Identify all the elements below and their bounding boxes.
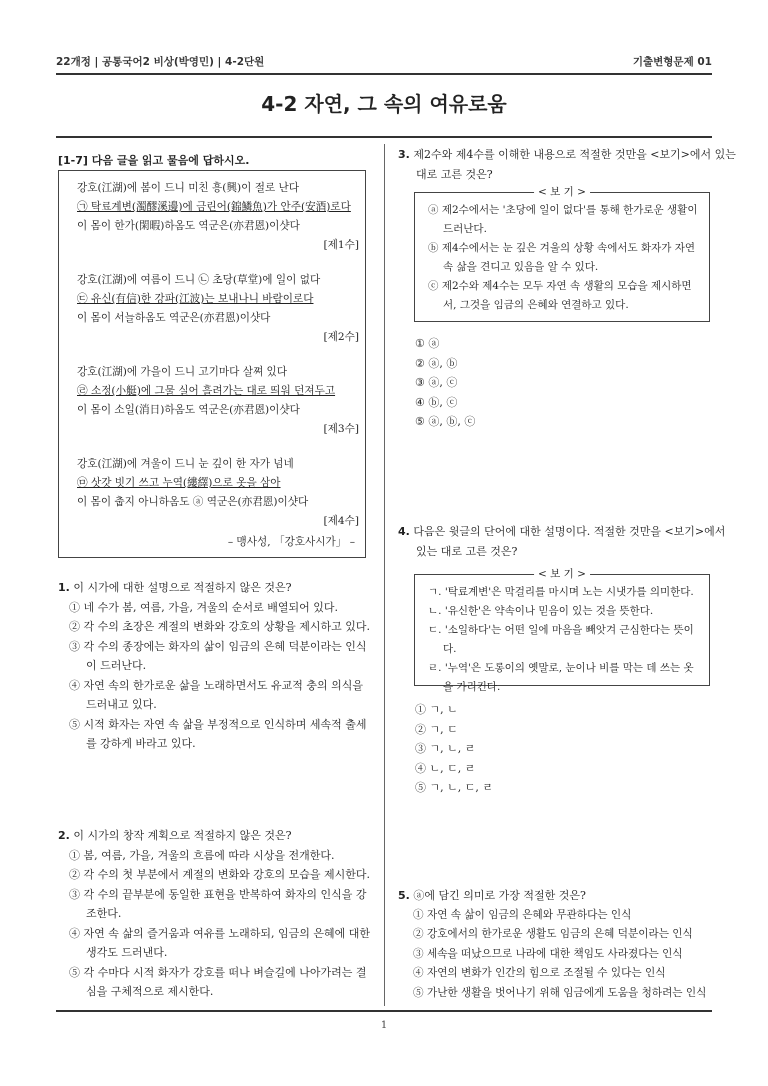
poem-line: ㉤ 삿갓 빗기 쓰고 누역(縷繹)으로 옷을 삼아 <box>77 477 281 489</box>
choice-2[interactable]: ② 강호에서의 한가로운 생활도 임금의 은혜 덕분이라는 인식 <box>413 928 693 940</box>
page-header <box>56 50 712 72</box>
header-rule <box>56 73 712 75</box>
poem-line: 강호(江湖)에 봄이 드니 미친 흥(興)이 절로 난다 <box>77 182 300 194</box>
choice-5[interactable]: ⑤ ㄱ, ㄴ, ㄷ, ㄹ <box>415 781 493 794</box>
poem-source: – 맹사성, 「강호사시가」 – <box>227 536 355 548</box>
choice-5[interactable]: ⑤ ⓐ, ⓑ, ⓒ <box>415 415 476 428</box>
bogi-item: ㄴ. '유신한'은 약속이나 믿음이 있는 것을 뜻한다. <box>428 605 654 617</box>
stanza-3 <box>77 363 363 439</box>
choice-4[interactable]: ④ 자연의 변화가 인간의 힘으로 조절될 수 있다는 인식 <box>413 967 666 979</box>
stanza-tag: [제4수] <box>323 515 359 527</box>
question-stem: 다음은 윗글의 단어에 대한 설명이다. 적절한 것만을 <보기>에서 <box>413 525 726 538</box>
question-number: 1. <box>58 581 70 594</box>
question-2 <box>58 826 376 1002</box>
bogi-item: ⓒ 제2수와 제4수는 모두 자연 속 생활의 모습을 제시하면서, 그것을 임금의 은혜와 연결하고 있다. <box>428 280 692 311</box>
question-1 <box>58 578 376 754</box>
question-stem: ⓐ에 담긴 의미로 가장 적절한 것은? <box>413 889 586 902</box>
bogi-label: < 보 기 > <box>534 184 590 200</box>
bogi-item: ㄷ. '소일하다'는 어떤 일에 마음을 빼앗겨 근심한다는 뜻이다. <box>428 624 694 655</box>
bogi-box-4 <box>414 568 710 693</box>
stanza-tag: [제3수] <box>323 423 359 435</box>
poem-line: ㉠ 탁료계변(濁醪溪邊)에 금린어(錦鱗魚)가 안주(安酒)로다 <box>77 201 351 213</box>
question-5 <box>398 886 716 1003</box>
question-stem-cont: 대로 고른 것은? <box>416 167 493 181</box>
poem-line: 강호(江湖)에 가을이 드니 고기마다 살쪄 있다 <box>77 366 288 378</box>
question-number: 4. <box>398 525 410 538</box>
choice-3[interactable]: ③ 세속을 떠났으므로 나라에 대한 책임도 사라졌다는 인식 <box>413 947 683 960</box>
choice-4[interactable]: ④ 자연 속의 한가로운 삶을 노래하면서도 유교적 충의 의식을 드러내고 있다. <box>69 678 363 711</box>
page-number: 1 <box>380 1020 388 1031</box>
bogi-item: ⓑ 제4수에서는 눈 깊은 겨울의 상황 속에서도 화자가 자연 속 삶을 견디고 있음을 알 수 있다. <box>428 242 696 273</box>
choice-2[interactable]: ② ㄱ, ㄷ <box>415 722 458 736</box>
choice-4[interactable]: ④ 자연 속 삶의 즐거움과 여유를 노래하되, 임금의 은혜에 대한 생각도 드러낸다. <box>69 926 370 959</box>
stanza-tag: [제2수] <box>323 331 359 343</box>
stanza-tag: [제1수] <box>323 239 359 251</box>
poem-box <box>58 170 366 558</box>
question-3-choices <box>414 334 704 432</box>
choice-3[interactable]: ③ 각 수의 종장에는 화자의 삶이 임금의 은혜 덕분이라는 인식이 드러난다. <box>69 639 367 672</box>
choice-1[interactable]: ① 자연 속 삶이 임금의 은혜와 무관하다는 인식 <box>413 908 632 921</box>
question-4-choices <box>414 700 704 798</box>
choice-1[interactable]: ① ⓐ <box>415 337 440 350</box>
choice-1[interactable]: ① ㄱ, ㄴ <box>415 703 458 716</box>
choice-5[interactable]: ⑤ 시적 화자는 자연 속 삶을 부정적으로 인식하며 세속적 출세를 강하게 바라고 있다. <box>69 717 367 750</box>
poem-line: 강호(江湖)에 겨울이 드니 눈 깊이 한 자가 넘네 <box>77 458 294 470</box>
question-stem: 제2수와 제4수를 이해한 내용으로 적절한 것만을 <보기>에서 있는 <box>413 148 736 161</box>
choice-1[interactable]: ① 네 수가 봄, 여름, 가을, 겨울의 순서로 배열되어 있다. <box>69 600 338 614</box>
question-number: 5. <box>398 889 410 902</box>
bogi-label: < 보 기 > <box>534 566 590 582</box>
instruction: [1-7] 다음 글을 읽고 물음에 답하시오. <box>58 154 250 167</box>
title-rule <box>56 136 712 138</box>
page-title: 4-2 자연, 그 속의 여유로움 <box>261 92 507 116</box>
column-divider <box>384 144 385 1006</box>
stanza-1 <box>77 179 363 255</box>
poem-line: 이 몸이 한가(閑暇)하옴도 역군은(亦君恩)이샷다 <box>77 220 300 232</box>
choice-3[interactable]: ③ 각 수의 끝부분에 동일한 표현을 반복하여 화자의 인식을 강조한다. <box>69 887 367 920</box>
poem-line: ㉣ 소정(小艇)에 그물 실어 흘려가는 대로 띄워 던져두고 <box>77 385 336 397</box>
choice-5[interactable]: ⑤ 가난한 생활을 벗어나기 위해 임금에게 도움을 청하려는 인식 <box>413 986 707 999</box>
choice-4[interactable]: ④ ㄴ, ㄷ, ㄹ <box>415 761 476 775</box>
question-3 <box>398 145 736 184</box>
stanza-4 <box>77 455 363 531</box>
question-4 <box>398 522 726 561</box>
choice-3[interactable]: ③ ㄱ, ㄴ, ㄹ <box>415 742 476 755</box>
poem-line: 강호(江湖)에 여름이 드니 ㉡ 초당(草堂)에 일이 없다 <box>77 274 321 286</box>
stanza-2 <box>77 271 363 347</box>
question-stem-cont: 있는 대로 고른 것은? <box>416 544 518 558</box>
poem-line: 이 몸이 소일(消日)하옴도 역군은(亦君恩)이샷다 <box>77 404 300 416</box>
choice-2[interactable]: ② 각 수의 초장은 계절의 변화와 강호의 상황을 제시하고 있다. <box>69 620 370 633</box>
choice-1[interactable]: ① 봄, 여름, 가을, 겨울의 흐름에 따라 시상을 전개한다. <box>69 848 335 862</box>
question-number: 2. <box>58 829 70 842</box>
choice-2[interactable]: ② ⓐ, ⓑ <box>415 356 458 370</box>
poem-line: 이 몸이 춥지 아니하옴도 ⓐ 역군은(亦君恩)이샷다 <box>77 496 309 508</box>
header-worksheet-label: 기출변형문제 01 <box>632 56 712 68</box>
question-number: 3. <box>398 148 410 161</box>
question-stem: 이 시가에 대한 설명으로 적절하지 않은 것은? <box>73 581 292 594</box>
bogi-item: ⓐ 제2수에서는 '초당에 일이 없다'를 통해 한가로운 생활이 드러난다. <box>428 204 698 235</box>
poem-line: 이 몸이 서늘하옴도 역군은(亦君恩)이샷다 <box>77 312 271 324</box>
choice-4[interactable]: ④ ⓑ, ⓒ <box>415 395 458 409</box>
bogi-box-3 <box>414 186 710 322</box>
choice-2[interactable]: ② 각 수의 첫 부분에서 계절의 변화와 강호의 모습을 제시한다. <box>69 868 370 881</box>
bogi-item: ㄹ. '누역'은 도롱이의 옛말로, 눈이나 비를 막는 데 쓰는 옷을 가리킨다. <box>428 662 694 693</box>
question-stem: 이 시가의 창작 계획으로 적절하지 않은 것은? <box>73 829 292 842</box>
choice-3[interactable]: ③ ⓐ, ⓒ <box>415 376 458 389</box>
bogi-item: ㄱ. '탁료계변'은 막걸리를 마시며 노는 시냇가를 의미한다. <box>428 586 694 598</box>
footer-rule <box>56 1010 712 1012</box>
header-course-info: 22개정 | 공통국어2 비상(박영민) | 4-2단원 <box>56 56 265 68</box>
choice-5[interactable]: ⑤ 각 수마다 시적 화자가 강호를 떠나 벼슬길에 나아가려는 결심을 구체적으로 제시한다. <box>69 965 367 998</box>
poem-line: ㉢ 유신(有信)한 강파(江波)는 보내나니 바람이로다 <box>77 293 314 305</box>
